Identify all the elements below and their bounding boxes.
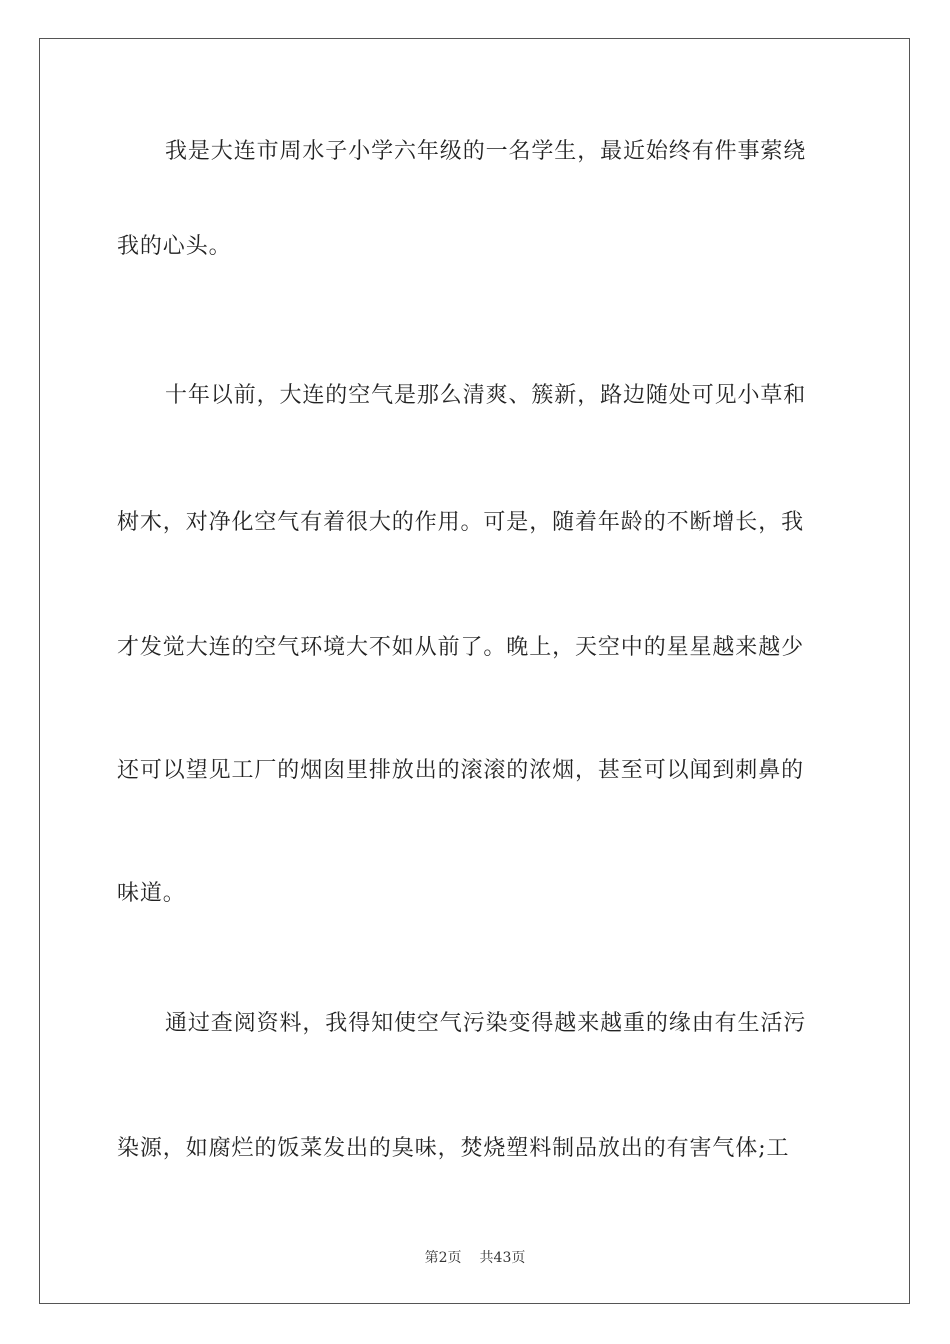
- page-border: [39, 38, 910, 1304]
- text-line: 十年以前，大连的空气是那么清爽、簇新，路边随处可见小草和: [165, 383, 807, 408]
- text-line: 我的心头。: [117, 234, 232, 259]
- page-footer: [0, 1247, 950, 1267]
- text-line: 才发觉大连的空气环境大不如从前了。晚上，天空中的星星越来越少: [117, 635, 805, 660]
- page-number: 第2页: [424, 1250, 462, 1266]
- total-pages: 共43页: [479, 1250, 526, 1266]
- text-line: 我是大连市周水子小学六年级的一名学生，最近始终有件事萦绕: [165, 139, 807, 164]
- text-line: 通过查阅资料，我得知使空气污染变得越来越重的缘由有生活污: [165, 1011, 807, 1036]
- text-line: 染源，如腐烂的饭菜发出的臭味，焚烧塑料制品放出的有害气体;工: [117, 1136, 790, 1161]
- text-line: 味道。: [117, 881, 186, 906]
- text-line: 还可以望见工厂的烟囱里排放出的滚滚的浓烟，甚至可以闻到刺鼻的: [117, 758, 805, 783]
- text-line: 树木，对净化空气有着很大的作用。可是，随着年龄的不断增长，我: [117, 510, 805, 535]
